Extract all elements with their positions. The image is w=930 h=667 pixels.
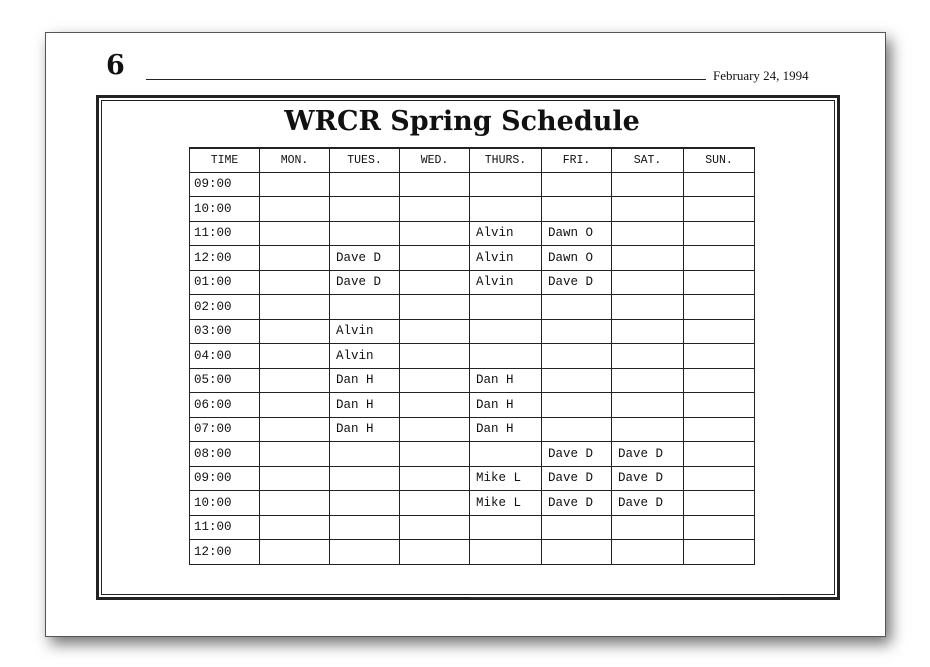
slot-cell: Dawn O (542, 221, 612, 246)
slot-cell: Mike L (470, 466, 542, 491)
header-rule (146, 79, 706, 80)
time-cell: 08:00 (190, 442, 260, 467)
slot-cell (542, 368, 612, 393)
slot-cell (400, 172, 470, 197)
table-row (190, 197, 755, 222)
slot-cell (400, 295, 470, 320)
slot-cell (684, 221, 755, 246)
slot-cell (330, 491, 400, 516)
slot-cell (612, 368, 684, 393)
slot-cell (400, 319, 470, 344)
column-header-sat: SAT. (612, 148, 684, 172)
column-header-wed: WED. (400, 148, 470, 172)
table-row (190, 540, 755, 565)
slot-cell (470, 540, 542, 565)
slot-cell (260, 172, 330, 197)
slot-cell (260, 417, 330, 442)
slot-cell: Dave D (542, 466, 612, 491)
slot-cell (400, 197, 470, 222)
slot-cell: Dave D (330, 246, 400, 271)
slot-cell (542, 172, 612, 197)
table-row (190, 344, 755, 369)
table-row (190, 417, 755, 442)
slot-cell: Dan H (330, 393, 400, 418)
slot-cell: Dan H (470, 368, 542, 393)
table-row (190, 295, 755, 320)
slot-cell (542, 417, 612, 442)
time-cell: 10:00 (190, 197, 260, 222)
schedule-body (190, 172, 755, 564)
slot-cell (684, 417, 755, 442)
slot-cell (542, 319, 612, 344)
table-row (190, 172, 755, 197)
slot-cell (400, 221, 470, 246)
slot-cell (260, 197, 330, 222)
slot-cell (612, 197, 684, 222)
slot-cell (612, 417, 684, 442)
slot-cell (684, 270, 755, 295)
time-cell: 02:00 (190, 295, 260, 320)
slot-cell (400, 368, 470, 393)
column-header-time: TIME (190, 148, 260, 172)
column-header-thurs: THURS. (470, 148, 542, 172)
slot-cell: Dan H (470, 393, 542, 418)
slot-cell: Dan H (330, 368, 400, 393)
slot-cell (260, 319, 330, 344)
slot-cell (400, 442, 470, 467)
slot-cell (260, 466, 330, 491)
slot-cell (260, 393, 330, 418)
slot-cell (330, 540, 400, 565)
slot-cell (684, 491, 755, 516)
slot-cell (260, 270, 330, 295)
slot-cell (260, 221, 330, 246)
table-row (190, 368, 755, 393)
slot-cell (542, 393, 612, 418)
slot-cell: Alvin (470, 221, 542, 246)
time-cell: 10:00 (190, 491, 260, 516)
time-cell: 05:00 (190, 368, 260, 393)
slot-cell (400, 491, 470, 516)
time-cell: 09:00 (190, 466, 260, 491)
slot-cell (684, 515, 755, 540)
column-header-tues: TUES. (330, 148, 400, 172)
slot-cell (470, 197, 542, 222)
time-cell: 06:00 (190, 393, 260, 418)
schedule-title: WRCR Spring Schedule (284, 106, 640, 137)
slot-cell: Dave D (612, 491, 684, 516)
column-header-mon: MON. (260, 148, 330, 172)
slot-cell (684, 344, 755, 369)
slot-cell (260, 491, 330, 516)
slot-cell (612, 172, 684, 197)
slot-cell: Alvin (470, 246, 542, 271)
slot-cell (684, 319, 755, 344)
header-row (190, 148, 755, 172)
slot-cell (470, 515, 542, 540)
slot-cell (260, 515, 330, 540)
slot-cell (612, 246, 684, 271)
table-row (190, 491, 755, 516)
schedule-table (189, 147, 755, 565)
slot-cell: Dave D (542, 491, 612, 516)
slot-cell (400, 417, 470, 442)
slot-cell: Dan H (330, 417, 400, 442)
slot-cell (684, 246, 755, 271)
table-row (190, 393, 755, 418)
slot-cell (542, 197, 612, 222)
slot-cell (330, 295, 400, 320)
slot-cell (330, 197, 400, 222)
slot-cell (470, 442, 542, 467)
slot-cell: Alvin (470, 270, 542, 295)
time-cell: 11:00 (190, 221, 260, 246)
slot-cell (260, 368, 330, 393)
table-row (190, 319, 755, 344)
time-cell: 12:00 (190, 540, 260, 565)
slot-cell (330, 515, 400, 540)
slot-cell (330, 172, 400, 197)
slot-cell (684, 540, 755, 565)
slot-cell: Dave D (542, 270, 612, 295)
table-row (190, 466, 755, 491)
page-number: 6 (106, 50, 125, 81)
time-cell: 12:00 (190, 246, 260, 271)
slot-cell (612, 270, 684, 295)
slot-cell (684, 197, 755, 222)
slot-cell (400, 393, 470, 418)
slot-cell (260, 344, 330, 369)
slot-cell (684, 172, 755, 197)
slot-cell (260, 442, 330, 467)
slot-cell (400, 270, 470, 295)
table-row (190, 515, 755, 540)
time-cell: 07:00 (190, 417, 260, 442)
slot-cell (542, 344, 612, 369)
slot-cell (684, 295, 755, 320)
slot-cell: Dave D (330, 270, 400, 295)
slot-cell: Alvin (330, 319, 400, 344)
table-row (190, 246, 755, 271)
slot-cell: Dan H (470, 417, 542, 442)
slot-cell (400, 466, 470, 491)
time-cell: 03:00 (190, 319, 260, 344)
issue-date: February 24, 1994 (713, 68, 809, 83)
slot-cell (470, 172, 542, 197)
table-row (190, 442, 755, 467)
table-row (190, 221, 755, 246)
slot-cell (612, 344, 684, 369)
slot-cell: Dave D (542, 442, 612, 467)
column-header-sun: SUN. (684, 148, 755, 172)
slot-cell (260, 246, 330, 271)
slot-cell (612, 295, 684, 320)
slot-cell (612, 515, 684, 540)
slot-cell: Dave D (612, 466, 684, 491)
slot-cell (684, 466, 755, 491)
slot-cell (330, 466, 400, 491)
time-cell: 11:00 (190, 515, 260, 540)
slot-cell (684, 442, 755, 467)
slot-cell (684, 368, 755, 393)
slot-cell (470, 344, 542, 369)
frame-bottom-rule (470, 597, 780, 598)
slot-cell (400, 515, 470, 540)
slot-cell (684, 393, 755, 418)
time-cell: 01:00 (190, 270, 260, 295)
slot-cell (400, 540, 470, 565)
slot-cell (612, 393, 684, 418)
slot-cell (542, 515, 612, 540)
slot-cell (542, 540, 612, 565)
slot-cell (400, 344, 470, 369)
slot-cell (400, 246, 470, 271)
slot-cell (612, 319, 684, 344)
column-header-fri: FRI. (542, 148, 612, 172)
slot-cell (612, 540, 684, 565)
slot-cell: Alvin (330, 344, 400, 369)
slot-cell (542, 295, 612, 320)
table-row (190, 270, 755, 295)
time-cell: 04:00 (190, 344, 260, 369)
slot-cell: Dave D (612, 442, 684, 467)
slot-cell (470, 319, 542, 344)
slot-cell (260, 295, 330, 320)
slot-cell (330, 221, 400, 246)
slot-cell: Mike L (470, 491, 542, 516)
time-cell: 09:00 (190, 172, 260, 197)
slot-cell: Dawn O (542, 246, 612, 271)
slot-cell (260, 540, 330, 565)
slot-cell (330, 442, 400, 467)
slot-cell (470, 295, 542, 320)
slot-cell (612, 221, 684, 246)
